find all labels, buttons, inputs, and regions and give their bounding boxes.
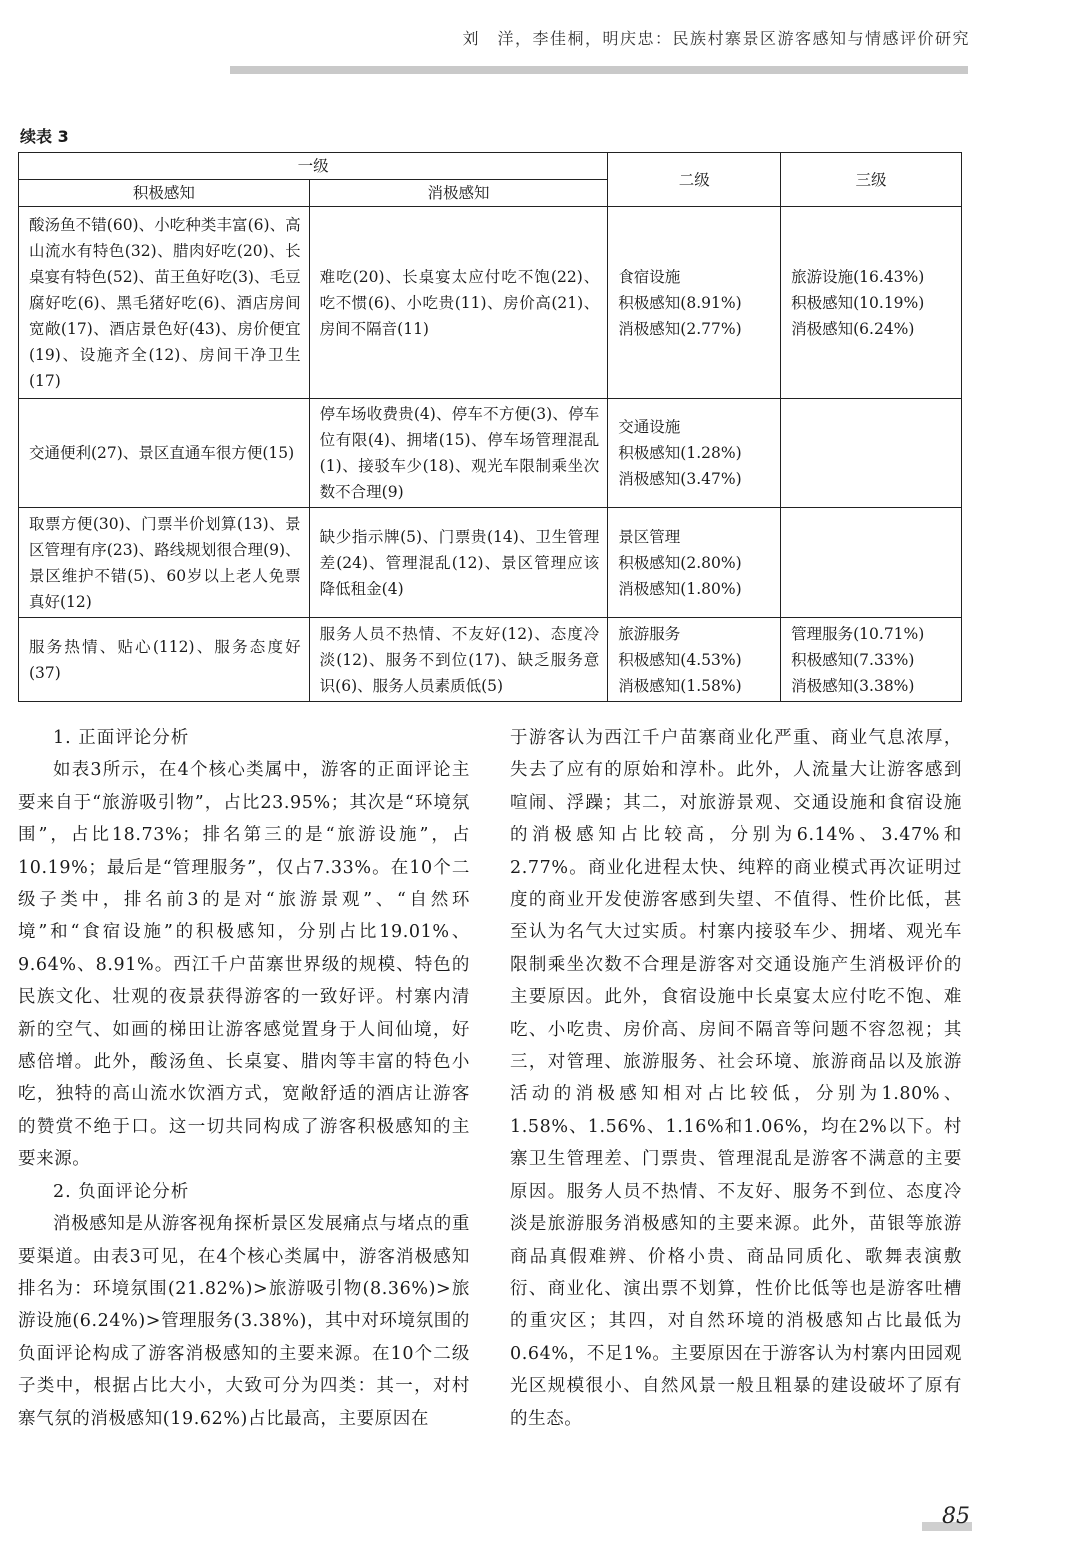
level2-cell — [608, 618, 781, 702]
level2-negative: 消极感知(1.58%) — [618, 676, 742, 695]
level3-name: 管理服务(10.71%) — [791, 624, 925, 643]
level2-name: 旅游服务 — [618, 624, 681, 643]
table-row — [19, 508, 962, 618]
section2-title: 2. 负面评论分析 — [53, 1181, 190, 1202]
level3-cell — [781, 508, 962, 618]
section2-paragraph: 消极感知是从游客视角探析景区发展痛点与堵点的重要渠道。由表3可见，在4个核心类属中，游客消极感知排名为：环境氛围(21.82%)>旅游吸引物(8.36%)>旅游设施(6.24%)>管理服务(3.38%)，其中对环境氛围的负面评论构成了游客消极感知的主要来源。在10个二级子类中，根据占比大小，大致可分为四类：其一，对村寨气氛的消极感知(19.62%)占比最高，主要原因在 — [18, 1214, 470, 1429]
level3-cell — [781, 207, 962, 399]
level3-name: 旅游设施(16.43%) — [791, 267, 925, 286]
header-level1: 一级 — [19, 153, 608, 180]
table-row — [19, 207, 962, 399]
section1-paragraph: 如表3所示，在4个核心类属中，游客的正面评论主要来自于“旅游吸引物”，占比23.95%；其次是“环境氛围”，占比18.73%；排名第三的是“旅游设施”，占10.19%；最后是“管理服务”，仅占7.33%。在10个二级子类中，排名前3的是对“旅游景观”、“自然环境”和“食宿设施”的积极感知，分别占比19.01%、9.64%、8.91%。西江千户苗寨世界级的规模、特色的民族文化、壮观的夜景获得游客的一致好评。村寨内清新的空气、如画的梯田让游客感觉置身于人间仙境，好感倍增。此外，酸汤鱼、长桌宴、腊肉等丰富的特色小吃，独特的高山流水饮酒方式，宽敞舒适的酒店让游客的赞赏不绝于口。这一切共同构成了游客积极感知的主要来源。 — [18, 760, 470, 1170]
level3-cell — [781, 399, 962, 508]
page-number: 85 — [942, 1504, 970, 1529]
level3-positive: 积极感知(7.33%) — [791, 650, 915, 669]
positive-cell: 取票方便(30)、门票半价划算(13)、景区管理有序(23)、路线规划很合理(9)、景区维护不错(5)、60岁以上老人免票真好(12) — [19, 508, 310, 618]
left-column — [18, 722, 470, 1435]
level2-name: 交通设施 — [618, 418, 681, 436]
level3-cell — [781, 618, 962, 702]
level2-negative: 消极感知(3.47%) — [618, 470, 742, 488]
header-positive: 积极感知 — [19, 180, 310, 207]
level2-cell — [608, 207, 781, 399]
level2-cell — [608, 399, 781, 508]
level2-cell — [608, 508, 781, 618]
section1-title: 1. 正面评论分析 — [53, 728, 190, 748]
negative-cell: 停车场收费贵(4)、停车不方便(3)、停车位有限(4)、拥堵(15)、停车场管理混乱(1)、接驳车少(18)、观光车限制乘坐次数不合理(9) — [309, 399, 608, 508]
header-level2: 二级 — [608, 153, 781, 207]
level2-positive: 积极感知(4.53%) — [618, 650, 742, 669]
perception-table — [18, 152, 962, 702]
level2-name: 食宿设施 — [618, 267, 681, 286]
header-rule — [230, 66, 968, 74]
table-row — [19, 399, 962, 508]
header-level3: 三级 — [781, 153, 962, 207]
right-column — [510, 722, 962, 1435]
continued-paragraph: 于游客认为西江千户苗寨商业化严重、商业气息浓厚，失去了应有的原始和淳朴。此外，人流量大让游客感到喧闹、浮躁；其二，对旅游景观、交通设施和食宿设施的消极感知占比较高，分别为6.14%、3.47%和2.77%。商业化进程太快、纯粹的商业模式再次证明过度的商业开发使游客感到失望、不值得、性价比低，甚至认为名气大过实质。村寨内接驳车少、拥堵、观光车限制乘坐次数不合理是游客对交通设施产生消极评价的主要原因。此外，食宿设施中长桌宴太应付吃不饱、难吃、小吃贵、房价高、房间不隔音等问题不容忽视；其三，对管理、旅游服务、社会环境、旅游商品以及旅游活动的消极感知相对占比较低，分别为1.80%、1.58%、1.56%、1.16%和1.06%，均在2%以下。村寨卫生管理差、门票贵、管理混乱是游客不满意的主要原因。服务人员不热情、不友好、服务不到位、态度冷淡是旅游服务消极感知的主要来源。此外，苗银等旅游商品真假难辨、价格小贵、商品同质化、歌舞表演敷衍、商业化、演出票不划算，性价比低等也是游客吐槽的重灾区；其四，对自然环境的消极感知占比最低为0.64%，不足1%。主要原因在于游客认为村寨内田园观光区规模很小、自然风景一般且粗暴的建设破坏了原有的生态。 — [510, 728, 962, 1429]
level3-positive: 积极感知(10.19%) — [791, 293, 925, 312]
table-row — [19, 618, 962, 702]
level2-positive: 积极感知(2.80%) — [618, 553, 742, 572]
level2-name: 景区管理 — [618, 527, 681, 546]
positive-cell: 酸汤鱼不错(60)、小吃种类丰富(6)、高山流水有特色(32)、腊肉好吃(20)、长桌宴有特色(52)、苗王鱼好吃(3)、毛豆腐好吃(6)、黑毛猪好吃(6)、酒店房间宽敞(17)、酒店景色好(43)、房价便宜(19)、设施齐全(12)、房间干净卫生(17) — [19, 207, 310, 399]
level2-negative: 消极感知(1.80%) — [618, 579, 742, 598]
level3-negative: 消极感知(6.24%) — [791, 319, 915, 338]
level3-negative: 消极感知(3.38%) — [791, 676, 915, 695]
level2-positive: 积极感知(1.28%) — [618, 444, 742, 462]
positive-cell: 服务热情、贴心(112)、服务态度好(37) — [19, 618, 310, 702]
running-title: 刘 洋，李佳桐，明庆忠：民族村寨景区游客感知与情感评价研究 — [462, 29, 970, 48]
level2-positive: 积极感知(8.91%) — [618, 293, 742, 312]
positive-cell: 交通便利(27)、景区直通车很方便(15) — [19, 399, 310, 508]
table-caption: 续表 3 — [20, 127, 69, 146]
negative-cell: 缺少指示牌(5)、门票贵(14)、卫生管理差(24)、管理混乱(12)、景区管理应该降低租金(4) — [309, 508, 608, 618]
negative-cell: 难吃(20)、长桌宴太应付吃不饱(22)、吃不惯(6)、小吃贵(11)、房价高(21)、房间不隔音(11) — [309, 207, 608, 399]
negative-cell: 服务人员不热情、不友好(12)、态度冷淡(12)、服务不到位(17)、缺乏服务意识(6)、服务人员素质低(5) — [309, 618, 608, 702]
level2-negative: 消极感知(2.77%) — [618, 319, 742, 338]
header-negative: 消极感知 — [309, 180, 608, 207]
